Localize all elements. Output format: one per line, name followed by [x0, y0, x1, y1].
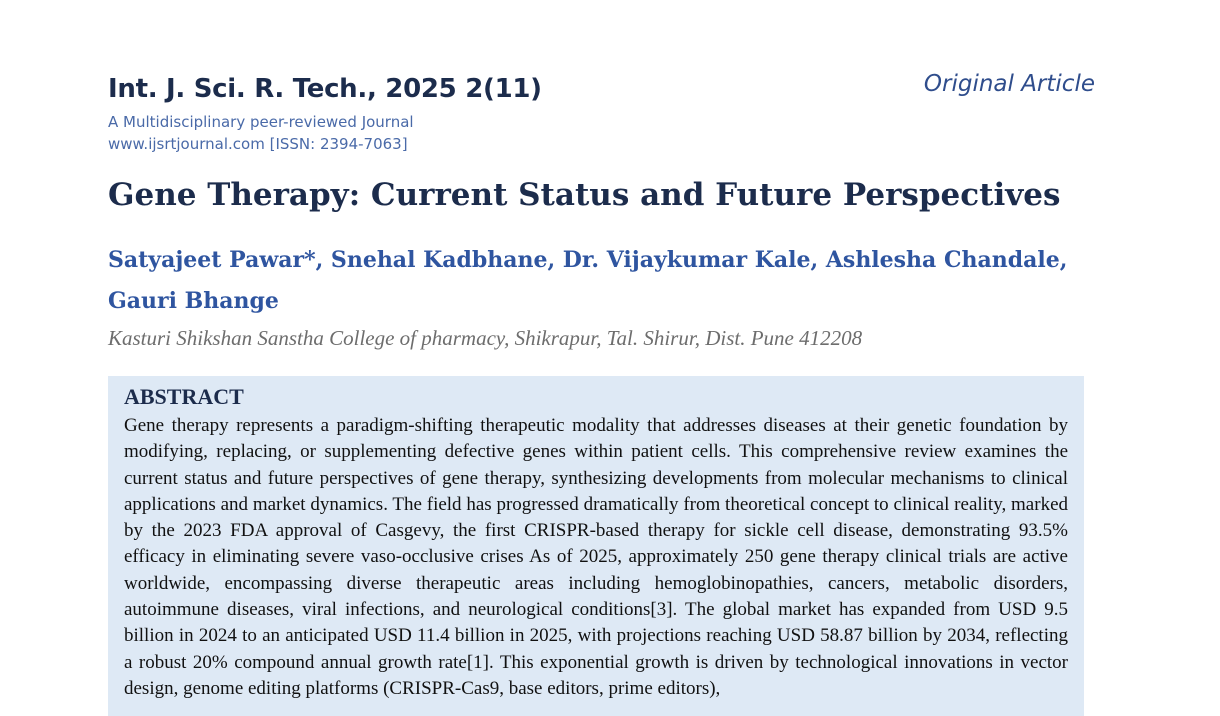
abstract-section — [108, 376, 1084, 716]
abstract-heading: ABSTRACT — [124, 384, 244, 409]
journal-website[interactable]: www.ijsrtjournal.com [ISSN: 2394-7063] — [108, 135, 408, 153]
journal-description: A Multidisciplinary peer-reviewed Journal — [108, 113, 414, 131]
journal-title: Int. J. Sci. R. Tech., 2025 2(11) — [108, 74, 542, 104]
paper-title: Gene Therapy: Current Status and Future Perspectives — [108, 177, 1061, 213]
author-list: Satyajeet Pawar*, Snehal Kadbhane, Dr. Vijaykumar Kale, Ashlesha Chandale, Gauri Bhange — [108, 247, 1068, 314]
affiliation: Kasturi Shikshan Sanstha College of pharmacy, Shikrapur, Tal. Shirur, Dist. Pune 412208 — [108, 326, 863, 350]
abstract-body: Gene therapy represents a paradigm-shifting therapeutic modality that addresses diseases at their genetic foundation by modifying, replacing, or supplementing defective genes within patient cells. This comprehensive review examines the current status and future perspectives of gene therapy, synthesizing developments from molecular mechanisms to clinical applications and market dynamics. The field has progressed dramatically from theoretical concept to clinical reality, marked by the 2023 FDA approval of Casgevy, the first CRISPR-based therapy for sickle cell disease, demonstrating 93.5% efficacy in eliminating severe vaso-occlusive crises As of 2025, approximately 250 gene therapy clinical trials are active worldwide, encompassing diverse therapeutic areas including hemoglobinopathies, cancers, metabolic disorders, autoimmune diseases, viral infections, and neurological conditions[3]. The global market has expanded from USD 9.5 billion in 2024 to an anticipated USD 11.4 billion in 2025, with projections reaching USD 58.87 billion by 2034, reflecting a robust 20% compound annual growth rate[1]. This exponential growth is driven by technological innovations in vector design, genome editing platforms (CRISPR-Cas9, base editors, prime editors), — [124, 415, 1068, 699]
article-type: Original Article — [923, 71, 1095, 97]
